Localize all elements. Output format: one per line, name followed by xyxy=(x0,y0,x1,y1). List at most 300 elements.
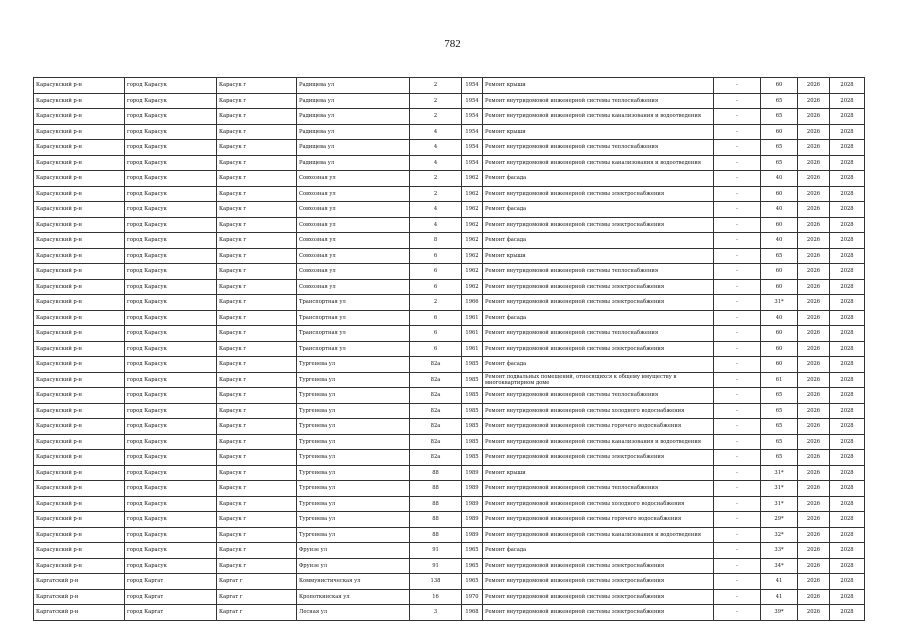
dash-cell: - xyxy=(714,589,761,605)
work-type-cell: Ремонт внутридомовой инженерной системы теплоснабжения xyxy=(483,264,714,280)
district-cell: Карасукский р-н xyxy=(34,202,125,218)
dash-cell: - xyxy=(714,217,761,233)
house-number-cell: 88 xyxy=(410,496,462,512)
value-cell: 60 xyxy=(761,186,798,202)
settlement-cell: город Карасук xyxy=(125,109,217,125)
dash-cell: - xyxy=(714,527,761,543)
year-built-cell: 1962 xyxy=(462,279,483,295)
year-built-cell: 1962 xyxy=(462,217,483,233)
dash-cell: - xyxy=(714,543,761,559)
house-number-cell: 2 xyxy=(410,171,462,187)
start-year-cell: 2026 xyxy=(798,450,830,466)
value-cell: 33* xyxy=(761,543,798,559)
table-row xyxy=(34,186,865,202)
street-cell: Транспортная ул xyxy=(297,341,410,357)
table-row xyxy=(34,93,865,109)
start-year-cell: 2026 xyxy=(798,109,830,125)
district-cell: Карасукский р-н xyxy=(34,527,125,543)
table-row xyxy=(34,527,865,543)
table-row xyxy=(34,279,865,295)
work-type-cell: Ремонт внутридомовой инженерной системы горячего водоснабжения xyxy=(483,419,714,435)
start-year-cell: 2026 xyxy=(798,465,830,481)
end-year-cell: 2028 xyxy=(830,388,865,404)
end-year-cell: 2028 xyxy=(830,217,865,233)
year-built-cell: 1985 xyxy=(462,403,483,419)
district-cell: Карасукский р-н xyxy=(34,543,125,559)
start-year-cell: 2026 xyxy=(798,233,830,249)
end-year-cell: 2028 xyxy=(830,558,865,574)
start-year-cell: 2026 xyxy=(798,93,830,109)
locality-cell: Карасук г xyxy=(217,388,297,404)
end-year-cell: 2028 xyxy=(830,93,865,109)
house-number-cell: 6 xyxy=(410,248,462,264)
work-type-cell: Ремонт фасада xyxy=(483,357,714,373)
work-type-cell: Ремонт фасада xyxy=(483,233,714,249)
table-row xyxy=(34,589,865,605)
start-year-cell: 2026 xyxy=(798,202,830,218)
year-built-cell: 1966 xyxy=(462,295,483,311)
dash-cell: - xyxy=(714,264,761,280)
district-cell: Карасукский р-н xyxy=(34,512,125,528)
district-cell: Карасукский р-н xyxy=(34,140,125,156)
house-number-cell: 88 xyxy=(410,481,462,497)
year-built-cell: 1961 xyxy=(462,341,483,357)
start-year-cell: 2026 xyxy=(798,78,830,94)
value-cell: 65 xyxy=(761,419,798,435)
year-built-cell: 1965 xyxy=(462,574,483,590)
settlement-cell: город Карасук xyxy=(125,93,217,109)
settlement-cell: город Карасук xyxy=(125,465,217,481)
settlement-cell: город Каргат xyxy=(125,574,217,590)
work-type-cell: Ремонт фасада xyxy=(483,310,714,326)
year-built-cell: 1989 xyxy=(462,512,483,528)
end-year-cell: 2028 xyxy=(830,171,865,187)
district-cell: Карасукский р-н xyxy=(34,450,125,466)
table-row xyxy=(34,155,865,171)
dash-cell: - xyxy=(714,450,761,466)
value-cell: 39* xyxy=(761,605,798,621)
table-row xyxy=(34,248,865,264)
year-built-cell: 1962 xyxy=(462,202,483,218)
work-type-cell: Ремонт фасада xyxy=(483,202,714,218)
settlement-cell: город Карасук xyxy=(125,357,217,373)
table-row xyxy=(34,403,865,419)
settlement-cell: город Карасук xyxy=(125,202,217,218)
work-type-cell: Ремонт внутридомовой инженерной системы электроснабжения xyxy=(483,279,714,295)
end-year-cell: 2028 xyxy=(830,403,865,419)
house-number-cell: 16 xyxy=(410,589,462,605)
street-cell: Совхозная ул xyxy=(297,202,410,218)
district-cell: Каргатский р-н xyxy=(34,589,125,605)
work-type-cell: Ремонт внутридомовой инженерной системы холодного водоснабжения xyxy=(483,403,714,419)
dash-cell: - xyxy=(714,78,761,94)
house-number-cell: 82а xyxy=(410,434,462,450)
value-cell: 40 xyxy=(761,202,798,218)
locality-cell: Карасук г xyxy=(217,403,297,419)
district-cell: Карасукский р-н xyxy=(34,341,125,357)
settlement-cell: город Карасук xyxy=(125,186,217,202)
dash-cell: - xyxy=(714,124,761,140)
value-cell: 40 xyxy=(761,310,798,326)
district-cell: Карасукский р-н xyxy=(34,326,125,342)
settlement-cell: город Карасук xyxy=(125,372,217,388)
table-row xyxy=(34,217,865,233)
year-built-cell: 1965 xyxy=(462,543,483,559)
district-cell: Карасукский р-н xyxy=(34,93,125,109)
street-cell: Транспортная ул xyxy=(297,295,410,311)
end-year-cell: 2028 xyxy=(830,124,865,140)
dash-cell: - xyxy=(714,326,761,342)
end-year-cell: 2028 xyxy=(830,155,865,171)
street-cell: Тургенева ул xyxy=(297,496,410,512)
value-cell: 65 xyxy=(761,109,798,125)
district-cell: Карасукский р-н xyxy=(34,171,125,187)
work-type-cell: Ремонт внутридомовой инженерной системы электроснабжения xyxy=(483,186,714,202)
repair-plan-table xyxy=(33,77,865,621)
street-cell: Тургенева ул xyxy=(297,527,410,543)
year-built-cell: 1970 xyxy=(462,589,483,605)
settlement-cell: город Карасук xyxy=(125,527,217,543)
table-row xyxy=(34,419,865,435)
settlement-cell: город Карасук xyxy=(125,217,217,233)
locality-cell: Карасук г xyxy=(217,202,297,218)
district-cell: Карасукский р-н xyxy=(34,109,125,125)
year-built-cell: 1985 xyxy=(462,434,483,450)
value-cell: 65 xyxy=(761,93,798,109)
start-year-cell: 2026 xyxy=(798,403,830,419)
work-type-cell: Ремонт крыши xyxy=(483,465,714,481)
end-year-cell: 2028 xyxy=(830,140,865,156)
start-year-cell: 2026 xyxy=(798,124,830,140)
settlement-cell: город Карасук xyxy=(125,419,217,435)
settlement-cell: город Карасук xyxy=(125,543,217,559)
locality-cell: Карасук г xyxy=(217,326,297,342)
locality-cell: Карасук г xyxy=(217,419,297,435)
work-type-cell: Ремонт внутридомовой инженерной системы теплоснабжения xyxy=(483,388,714,404)
value-cell: 65 xyxy=(761,140,798,156)
table-row xyxy=(34,78,865,94)
district-cell: Карасукский р-н xyxy=(34,496,125,512)
house-number-cell: 4 xyxy=(410,155,462,171)
work-type-cell: Ремонт внутридомовой инженерной системы электроснабжения xyxy=(483,574,714,590)
street-cell: Совхозная ул xyxy=(297,279,410,295)
table-row xyxy=(34,481,865,497)
work-type-cell: Ремонт внутридомовой инженерной системы канализования и водоотведения xyxy=(483,109,714,125)
district-cell: Каргатский р-н xyxy=(34,605,125,621)
house-number-cell: 2 xyxy=(410,93,462,109)
locality-cell: Карасук г xyxy=(217,450,297,466)
start-year-cell: 2026 xyxy=(798,419,830,435)
work-type-cell: Ремонт внутридомовой инженерной системы электроснабжения xyxy=(483,605,714,621)
start-year-cell: 2026 xyxy=(798,357,830,373)
value-cell: 41 xyxy=(761,589,798,605)
dash-cell: - xyxy=(714,403,761,419)
settlement-cell: город Карасук xyxy=(125,388,217,404)
house-number-cell: 8 xyxy=(410,233,462,249)
start-year-cell: 2026 xyxy=(798,574,830,590)
district-cell: Карасукский р-н xyxy=(34,78,125,94)
street-cell: Совхозная ул xyxy=(297,171,410,187)
start-year-cell: 2026 xyxy=(798,496,830,512)
work-type-cell: Ремонт внутридомовой инженерной системы электроснабжения xyxy=(483,217,714,233)
year-built-cell: 1961 xyxy=(462,326,483,342)
end-year-cell: 2028 xyxy=(830,589,865,605)
locality-cell: Карасук г xyxy=(217,233,297,249)
settlement-cell: город Карасук xyxy=(125,512,217,528)
house-number-cell: 6 xyxy=(410,326,462,342)
settlement-cell: город Карасук xyxy=(125,140,217,156)
locality-cell: Карасук г xyxy=(217,543,297,559)
street-cell: Тургенева ул xyxy=(297,465,410,481)
locality-cell: Карасук г xyxy=(217,217,297,233)
end-year-cell: 2028 xyxy=(830,527,865,543)
district-cell: Карасукский р-н xyxy=(34,310,125,326)
dash-cell: - xyxy=(714,419,761,435)
value-cell: 60 xyxy=(761,341,798,357)
end-year-cell: 2028 xyxy=(830,481,865,497)
locality-cell: Карасук г xyxy=(217,279,297,295)
year-built-cell: 1962 xyxy=(462,264,483,280)
dash-cell: - xyxy=(714,93,761,109)
table-body xyxy=(34,78,865,621)
year-built-cell: 1962 xyxy=(462,233,483,249)
street-cell: Коммунистическая ул xyxy=(297,574,410,590)
table-row xyxy=(34,450,865,466)
dash-cell: - xyxy=(714,140,761,156)
street-cell: Тургенева ул xyxy=(297,481,410,497)
house-number-cell: 82а xyxy=(410,388,462,404)
table-row xyxy=(34,434,865,450)
year-built-cell: 1985 xyxy=(462,450,483,466)
dash-cell: - xyxy=(714,186,761,202)
house-number-cell: 4 xyxy=(410,124,462,140)
end-year-cell: 2028 xyxy=(830,109,865,125)
street-cell: Радищева ул xyxy=(297,124,410,140)
house-number-cell: 82а xyxy=(410,403,462,419)
settlement-cell: город Карасук xyxy=(125,403,217,419)
settlement-cell: город Карасук xyxy=(125,310,217,326)
locality-cell: Карасук г xyxy=(217,372,297,388)
settlement-cell: город Карасук xyxy=(125,171,217,187)
street-cell: Радищева ул xyxy=(297,155,410,171)
house-number-cell: 3 xyxy=(410,605,462,621)
settlement-cell: город Каргат xyxy=(125,589,217,605)
dash-cell: - xyxy=(714,512,761,528)
district-cell: Карасукский р-н xyxy=(34,481,125,497)
value-cell: 65 xyxy=(761,155,798,171)
district-cell: Карасукский р-н xyxy=(34,279,125,295)
year-built-cell: 1954 xyxy=(462,109,483,125)
house-number-cell: 82а xyxy=(410,450,462,466)
district-cell: Карасукский р-н xyxy=(34,434,125,450)
end-year-cell: 2028 xyxy=(830,202,865,218)
locality-cell: Карасук г xyxy=(217,357,297,373)
dash-cell: - xyxy=(714,481,761,497)
table-row xyxy=(34,605,865,621)
settlement-cell: город Карасук xyxy=(125,434,217,450)
locality-cell: Карасук г xyxy=(217,109,297,125)
value-cell: 29* xyxy=(761,512,798,528)
district-cell: Карасукский р-н xyxy=(34,388,125,404)
table-row xyxy=(34,496,865,512)
dash-cell: - xyxy=(714,357,761,373)
table-row xyxy=(34,140,865,156)
value-cell: 31* xyxy=(761,496,798,512)
settlement-cell: город Каргат xyxy=(125,605,217,621)
year-built-cell: 1954 xyxy=(462,78,483,94)
house-number-cell: 82а xyxy=(410,372,462,388)
work-type-cell: Ремонт крыши xyxy=(483,78,714,94)
house-number-cell: 138 xyxy=(410,574,462,590)
year-built-cell: 1965 xyxy=(462,558,483,574)
start-year-cell: 2026 xyxy=(798,326,830,342)
locality-cell: Карасук г xyxy=(217,171,297,187)
dash-cell: - xyxy=(714,605,761,621)
district-cell: Карасукский р-н xyxy=(34,233,125,249)
value-cell: 41 xyxy=(761,574,798,590)
end-year-cell: 2028 xyxy=(830,233,865,249)
start-year-cell: 2026 xyxy=(798,481,830,497)
end-year-cell: 2028 xyxy=(830,78,865,94)
district-cell: Карасукский р-н xyxy=(34,186,125,202)
year-built-cell: 1961 xyxy=(462,310,483,326)
table-row xyxy=(34,264,865,280)
value-cell: 31* xyxy=(761,481,798,497)
start-year-cell: 2026 xyxy=(798,512,830,528)
value-cell: 60 xyxy=(761,264,798,280)
locality-cell: Карасук г xyxy=(217,124,297,140)
work-type-cell: Ремонт внутридомовой инженерной системы электроснабжения xyxy=(483,558,714,574)
value-cell: 40 xyxy=(761,171,798,187)
end-year-cell: 2028 xyxy=(830,450,865,466)
street-cell: Транспортная ул xyxy=(297,326,410,342)
street-cell: Кропоткинская ул xyxy=(297,589,410,605)
locality-cell: Карасук г xyxy=(217,512,297,528)
end-year-cell: 2028 xyxy=(830,419,865,435)
value-cell: 60 xyxy=(761,326,798,342)
settlement-cell: город Карасук xyxy=(125,558,217,574)
street-cell: Фрунзе ул xyxy=(297,558,410,574)
page-number: 782 xyxy=(444,38,461,50)
year-built-cell: 1962 xyxy=(462,171,483,187)
district-cell: Карасукский р-н xyxy=(34,403,125,419)
table-row xyxy=(34,326,865,342)
value-cell: 65 xyxy=(761,450,798,466)
house-number-cell: 2 xyxy=(410,186,462,202)
value-cell: 60 xyxy=(761,279,798,295)
end-year-cell: 2028 xyxy=(830,310,865,326)
district-cell: Карасукский р-н xyxy=(34,372,125,388)
start-year-cell: 2026 xyxy=(798,434,830,450)
house-number-cell: 91 xyxy=(410,558,462,574)
table-row xyxy=(34,357,865,373)
house-number-cell: 88 xyxy=(410,465,462,481)
end-year-cell: 2028 xyxy=(830,465,865,481)
year-built-cell: 1989 xyxy=(462,481,483,497)
year-built-cell: 1989 xyxy=(462,465,483,481)
street-cell: Тургенева ул xyxy=(297,512,410,528)
dash-cell: - xyxy=(714,574,761,590)
settlement-cell: город Карасук xyxy=(125,233,217,249)
settlement-cell: город Карасук xyxy=(125,496,217,512)
table-row xyxy=(34,310,865,326)
work-type-cell: Ремонт подвальных помещений, относящихся к общему имуществу в многоквартирном доме xyxy=(483,372,714,388)
work-type-cell: Ремонт внутридомовой инженерной системы канализования и водоотведения xyxy=(483,527,714,543)
value-cell: 34* xyxy=(761,558,798,574)
locality-cell: Карасук г xyxy=(217,93,297,109)
street-cell: Радищева ул xyxy=(297,109,410,125)
house-number-cell: 82а xyxy=(410,357,462,373)
street-cell: Тургенева ул xyxy=(297,403,410,419)
locality-cell: Карасук г xyxy=(217,310,297,326)
locality-cell: Карасук г xyxy=(217,481,297,497)
value-cell: 61 xyxy=(761,372,798,388)
street-cell: Тургенева ул xyxy=(297,434,410,450)
start-year-cell: 2026 xyxy=(798,295,830,311)
dash-cell: - xyxy=(714,558,761,574)
value-cell: 40 xyxy=(761,233,798,249)
locality-cell: Каргат г xyxy=(217,605,297,621)
locality-cell: Карасук г xyxy=(217,341,297,357)
locality-cell: Каргат г xyxy=(217,589,297,605)
district-cell: Карасукский р-н xyxy=(34,248,125,264)
table-row xyxy=(34,388,865,404)
district-cell: Карасукский р-н xyxy=(34,419,125,435)
year-built-cell: 1954 xyxy=(462,155,483,171)
value-cell: 32* xyxy=(761,527,798,543)
house-number-cell: 4 xyxy=(410,140,462,156)
street-cell: Совхозная ул xyxy=(297,186,410,202)
start-year-cell: 2026 xyxy=(798,217,830,233)
table-row xyxy=(34,341,865,357)
work-type-cell: Ремонт фасада xyxy=(483,171,714,187)
locality-cell: Карасук г xyxy=(217,78,297,94)
table-row xyxy=(34,512,865,528)
dash-cell: - xyxy=(714,310,761,326)
settlement-cell: город Карасук xyxy=(125,264,217,280)
locality-cell: Карасук г xyxy=(217,140,297,156)
locality-cell: Карасук г xyxy=(217,295,297,311)
street-cell: Фрунзе ул xyxy=(297,543,410,559)
locality-cell: Карасук г xyxy=(217,465,297,481)
end-year-cell: 2028 xyxy=(830,512,865,528)
street-cell: Тургенева ул xyxy=(297,388,410,404)
start-year-cell: 2026 xyxy=(798,341,830,357)
street-cell: Транспортная ул xyxy=(297,310,410,326)
year-built-cell: 1985 xyxy=(462,357,483,373)
settlement-cell: город Карасук xyxy=(125,78,217,94)
year-built-cell: 1954 xyxy=(462,140,483,156)
table-row xyxy=(34,574,865,590)
house-number-cell: 2 xyxy=(410,109,462,125)
end-year-cell: 2028 xyxy=(830,372,865,388)
value-cell: 65 xyxy=(761,248,798,264)
settlement-cell: город Карасук xyxy=(125,248,217,264)
start-year-cell: 2026 xyxy=(798,264,830,280)
value-cell: 60 xyxy=(761,217,798,233)
work-type-cell: Ремонт внутридомовой инженерной системы канализования и водоотведения xyxy=(483,434,714,450)
settlement-cell: город Карасук xyxy=(125,279,217,295)
dash-cell: - xyxy=(714,248,761,264)
house-number-cell: 2 xyxy=(410,78,462,94)
street-cell: Тургенева ул xyxy=(297,419,410,435)
district-cell: Карасукский р-н xyxy=(34,217,125,233)
street-cell: Тургенева ул xyxy=(297,450,410,466)
street-cell: Совхозная ул xyxy=(297,217,410,233)
work-type-cell: Ремонт крыши xyxy=(483,248,714,264)
end-year-cell: 2028 xyxy=(830,248,865,264)
locality-cell: Карасук г xyxy=(217,248,297,264)
